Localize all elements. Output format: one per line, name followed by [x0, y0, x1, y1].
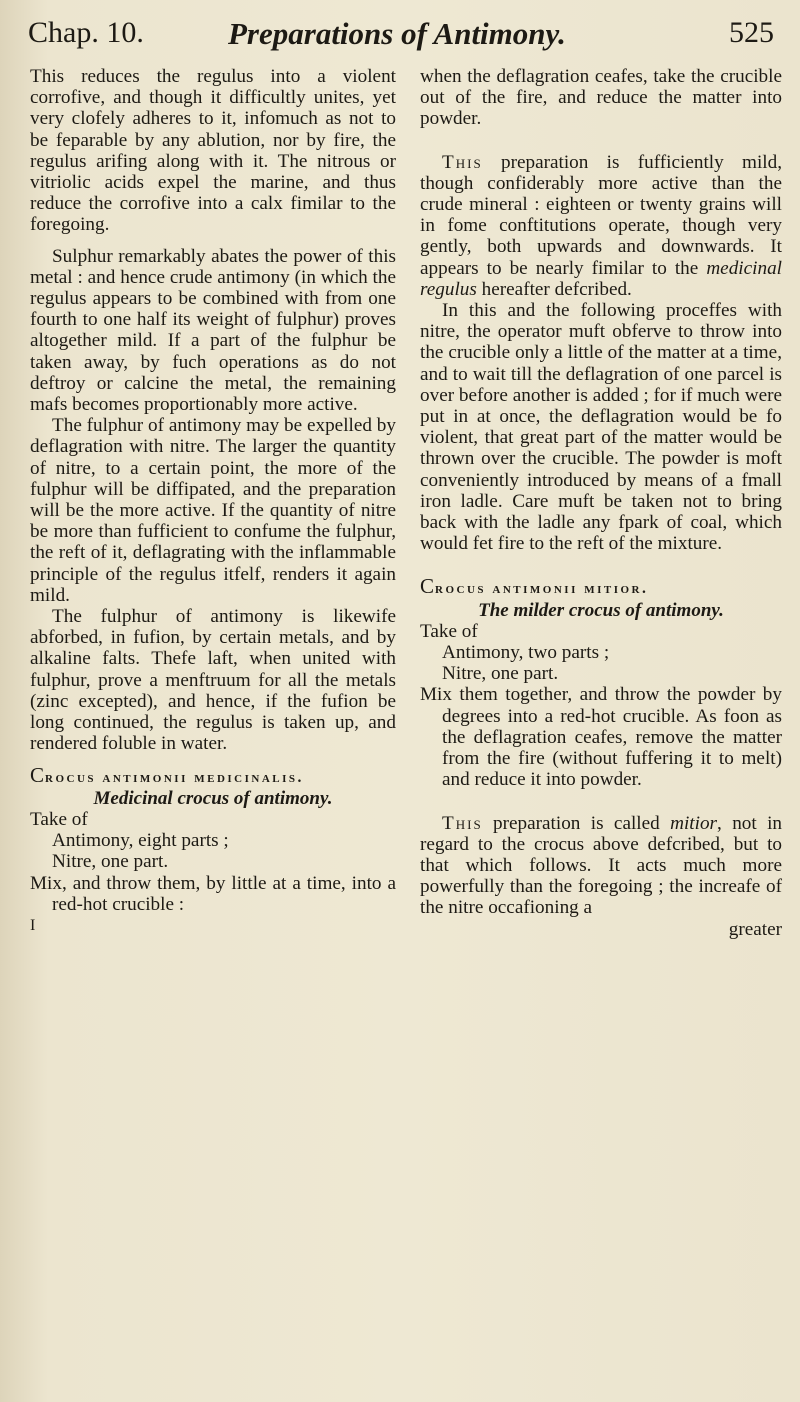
paragraph — [420, 813, 782, 919]
heading-initial: C — [30, 762, 46, 787]
section-subheading: Medicinal crocus of antimony. — [93, 787, 333, 809]
lead-word: This — [442, 151, 483, 173]
recipe-item: Nitre, one part. — [52, 851, 169, 873]
recipe-instruction: Mix them together, and throw the powder by degrees into a red-hot crucible. As foon as the deflagration ceafes, remove the matter from the fire (without fuffering it to melt) and reduce it into powder. — [420, 684, 782, 791]
running-title: Preparations of Antimony. — [228, 16, 566, 51]
paragraph-text: hereafter defcribed. — [476, 278, 632, 300]
section-heading — [30, 762, 396, 788]
section-subheading: The milder crocus of antimony. — [478, 599, 724, 621]
recipe-intro: Take of — [30, 808, 88, 830]
paragraph: The fulphur of antimony may be expelled by deflagration with nitre. The larger the quantity of nitre, to a certain point, the more of the fulphur will be diffipated, and the preparation will be the more active. If the quantity of nitre be more than fufficient to confume the fulphur, the reft of it, deflagrating with the inflammable principle of the regulus itfelf, renders it again mild. — [30, 415, 396, 606]
recipe-instruction: Mix, and throw them, by little at a time, into a red-hot crucible : — [30, 872, 396, 915]
recipe — [30, 809, 396, 915]
running-header — [28, 16, 778, 60]
paragraph — [420, 152, 782, 300]
lead-word: This — [442, 812, 483, 834]
heading-initial: C — [420, 574, 436, 599]
recipe-item: Antimony, eight parts ; — [52, 830, 229, 852]
paragraph: Sulphur remarkably abates the power of this metal : and hence crude antimony (in which the regulus appears to be combined with from one fourth to one half its weight of fulphur) proves altogether mild. If a part of the fulphur be taken away, by fuch operations as do not deftroy or calcine the metal, the remaining mafs becomes proportionably more active. — [30, 245, 396, 416]
left-column — [30, 66, 396, 936]
heading-text: rocus antimonii mitior. — [435, 580, 649, 598]
section-heading — [420, 576, 782, 599]
paragraph-text: preparation is called — [482, 812, 671, 834]
paragraph: The fulphur of antimony is likewife abforbed, in fufion, by certain metals, and by alkaline falts. Thefe laft, when united with fulphur, prove a menftruum for all the metals (zinc excepted), and hence, if the fufion be long continued, the regulus is taken up, and rendered foluble in water. — [30, 606, 396, 755]
right-column — [420, 66, 782, 940]
paragraph: In this and the following proceffes with nitre, the operator muft obferve to throw into the crucible only a little of the matter at a time, and to wait till the deflagration of one parcel is over before another is added ; for if much were put in at once, the deflagration would be fo violent, that great part of the matter would be thrown over the crucible. The powder is moft conveniently introduced by means of a fmall iron ladle. Care muft be taken not to bring back with the ladle any fpark of coal, which would fet fire to the reft of the mixture. — [420, 300, 782, 555]
recipe — [420, 621, 782, 791]
recipe-item: Nitre, one part. — [442, 663, 559, 685]
page-number: 525 — [729, 16, 774, 49]
italic-term: medicinal regulus — [420, 257, 782, 300]
paragraph-text: , not in regard to the crocus above defcribed, but to that which follows. It acts much more powerfully than the foregoing ; the increafe of the nitre occafioning a — [420, 812, 783, 919]
signature-mark: I — [30, 916, 36, 934]
heading-text: rocus antimonii medicinalis. — [45, 768, 304, 786]
recipe-intro: Take of — [420, 620, 478, 642]
paragraph: This reduces the regulus into a violent corrofive, and though it difficultly unites, yet very clofely adheres to it, infomuch as not to be feparable by any ablution, nor by fire, the regulus arifing along with it. The nitrous or vitriolic acids expel the marine, and thus reduce the corrofive into a calx fimilar to the foregoing. — [30, 66, 396, 236]
chapter-label: Chap. 10. — [28, 16, 144, 49]
recipe-item: Antimony, two parts ; — [442, 642, 610, 664]
paragraph: when the deflagration ceafes, take the crucible out of the fire, and reduce the matter into powder. — [420, 66, 782, 130]
catchword: greater — [728, 918, 782, 940]
paragraph-text: preparation is fufficiently mild, though confiderably more active than the crude mineral : eighteen or twenty grains will in fome conftitutions operate, though very gently, both upwards and downwards. It appears to be nearly fimilar to the — [420, 151, 782, 279]
italic-term: mitior — [670, 812, 718, 834]
